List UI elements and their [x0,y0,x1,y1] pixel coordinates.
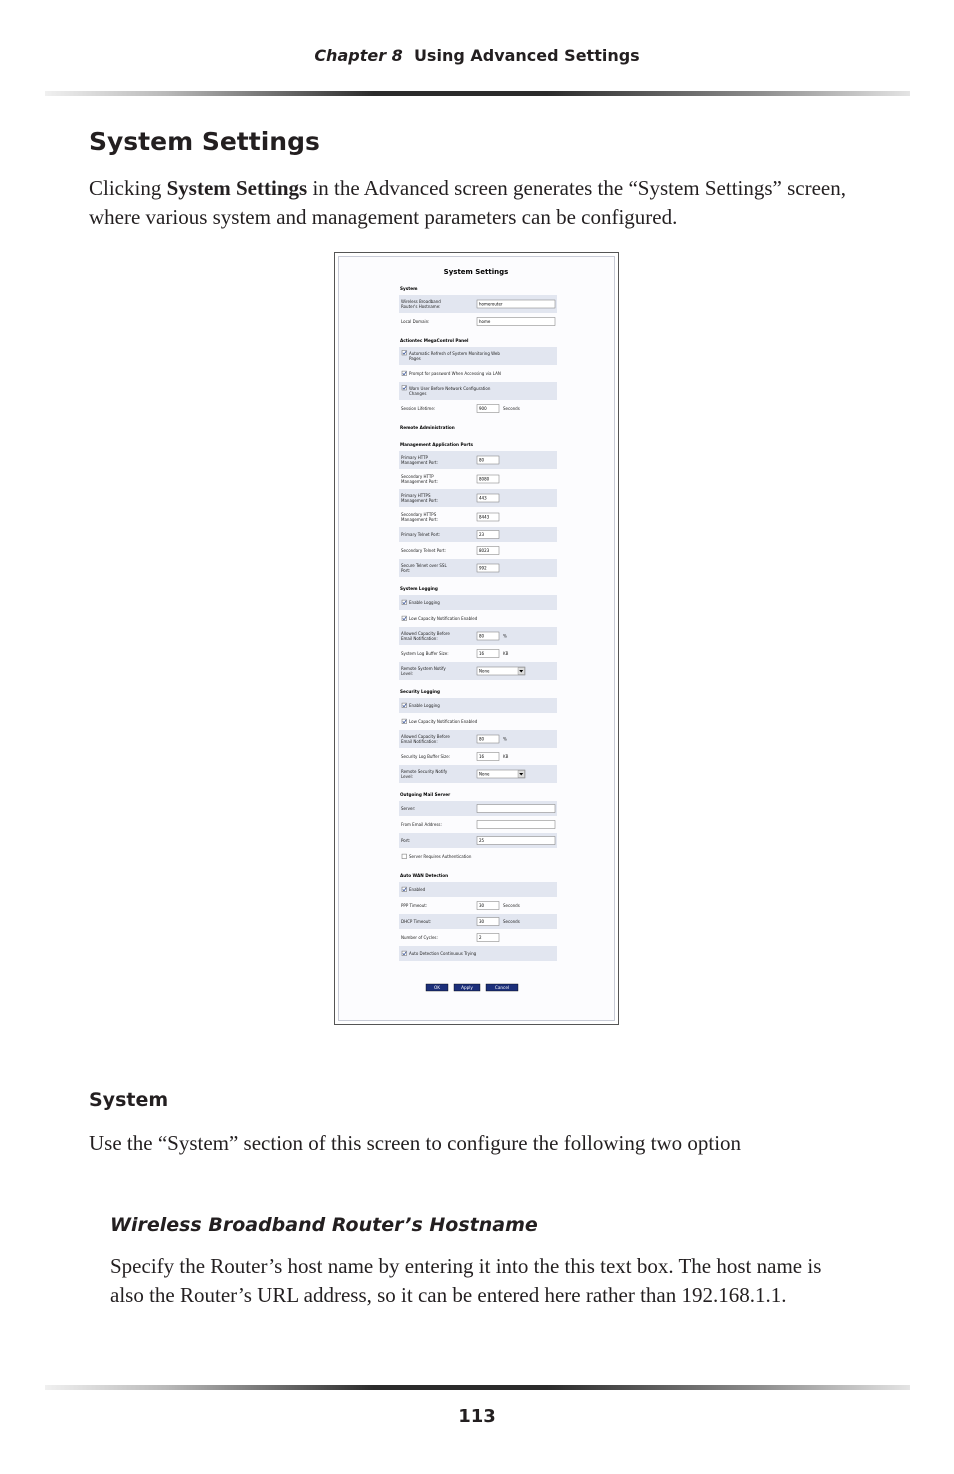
intro-paragraph [89,174,859,232]
screenshot-field-value: 23 [479,532,485,538]
screenshot-button-label: Cancel [494,985,510,991]
screenshot-field-label: Primary HTTP [401,455,428,460]
screenshot-field-label: Level: [401,671,413,676]
screenshot-field-label: Router's Hostname: [401,304,441,309]
screenshot-input [477,837,555,845]
chapter-title: Using Advanced Settings [413,46,640,65]
screenshot-field-label: Email Notification: [401,636,438,641]
intro-bold-term: System Settings [166,176,308,200]
system-settings-screenshot [334,252,619,1025]
screenshot-field-value: 30 [479,919,485,925]
screenshot-field-label: Security Log Buffer Size: [401,754,451,759]
screenshot-field-value: 443 [479,495,487,501]
screenshot-field-value: 30 [479,903,485,909]
screenshot-field-label: Server: [401,806,416,811]
screenshot-field-value: 8443 [479,514,490,520]
screenshot-section-heading: Outgoing Mail Server [400,792,451,797]
running-header [0,46,954,65]
screenshot-field-value: 25 [479,838,485,844]
screenshot-field-label: Local Domain: [401,319,430,324]
screenshot-field-label: Session Lifetime: [401,406,436,411]
screenshot-check-label: Low Capacity Notification Enabled [409,616,478,621]
screenshot-field-value: 8080 [479,476,490,482]
screenshot-field-value: homerouter [479,301,503,307]
screenshot-drawing [339,257,614,1020]
screenshot-title: System Settings [443,268,509,276]
screenshot-field-label: Allowed Capacity Before [401,631,450,636]
intro-text-start: Clicking [89,176,167,200]
hostname-text: Specify the Router’s host name by entering it into the this text box. The host name is also the Router’s URL address, so it can be entered here rather than 192.168.1.1. [110,1254,822,1307]
checkbox-icon [402,854,407,859]
screenshot-field-unit: % [503,736,507,742]
screenshot-check-label: Low Capacity Notification Enabled [409,719,478,724]
screenshot-section-heading: Actiontec MegaControl Panel [400,338,469,343]
screenshot-check-label: Enabled [409,887,426,892]
hostname-title: Wireless Broadband Router’s Hostname [110,1214,538,1236]
screenshot-field-label: Port: [401,568,411,573]
footer-rule [45,1385,910,1390]
screenshot-field-label: Secondary HTTP [401,474,434,479]
screenshot-field-value: 80 [479,736,485,742]
screenshot-field-unit: Seconds [503,406,520,412]
screenshot-field-label: Secondary HTTPS [401,512,437,517]
screenshot-field-label: System Log Buffer Size: [401,651,449,656]
screenshot-field-label: Secondary Telnet Port: [401,548,446,553]
screenshot-field-value: 80 [479,633,485,639]
screenshot-field-label: Management Port: [401,498,438,503]
screenshot-field-label: Management Port: [401,479,438,484]
screenshot-field-unit: Seconds [503,919,520,925]
screenshot-check-label: Pages [409,356,421,361]
screenshot-field-label: Number of Cycles: [401,935,438,940]
screenshot-section-heading: Remote Administration [400,425,455,430]
screenshot-field-label: PPP Timeout: [401,903,428,908]
screenshot-field-label: Primary HTTPS [401,493,431,498]
screenshot-check-label: Enable Logging [409,703,440,708]
screenshot-field-unit: KB [503,754,509,760]
screenshot-button-label: OK [433,985,441,991]
chapter-label: Chapter 8 [314,46,403,65]
screenshot-field-value: 992 [479,565,487,571]
screenshot-field-label: Remote Security Notify [401,769,448,774]
screenshot-row-bg [399,347,557,365]
screenshot-check-label: Prompt for password When Accessing via LAN [409,371,501,376]
screenshot-field-value: None [479,771,490,777]
screenshot-field-label: Allowed Capacity Before [401,734,450,739]
screenshot-check-label: Warn User Before Network Configuration [409,386,491,391]
screenshot-field-label: DHCP Timeout: [401,919,432,924]
screenshot-section-heading: Security Logging [400,689,440,694]
screenshot-section-heading: Auto WAN Detection [400,873,449,878]
screenshot-check-label: Automatic Refresh of System Monitoring Web [409,351,500,356]
header-rule [45,91,910,96]
screenshot-panel [338,256,615,1021]
screenshot-section-heading: Management Application Ports [400,442,473,447]
screenshot-field-label: From Email Address: [401,822,442,827]
screenshot-field-label: Email Notification: [401,739,438,744]
screenshot-field-label: Primary Telnet Port: [401,532,441,537]
screenshot-field-value: 2 [479,935,482,941]
screenshot-field-label: Management Port: [401,517,438,522]
screenshot-field-value: None [479,668,490,674]
subsection-title: System [89,1089,169,1111]
screenshot-field-label: Management Port: [401,460,438,465]
screenshot-field-unit: KB [503,651,509,657]
screenshot-field-unit: % [503,633,507,639]
section-title: System Settings [89,127,320,156]
screenshot-field-label: Remote System Notify [401,666,446,671]
screenshot-check-label: Auto Detection Continuous Trying [409,951,477,956]
screenshot-field-label: Wireless Broadband [401,299,441,304]
screenshot-check-label: Changes [409,391,427,396]
screenshot-button-label: Apply [461,985,473,991]
intro-text-end: in the Advanced screen generates the “System Settings” screen, where various system and management parameters can be configured. [89,176,846,229]
screenshot-field-value: 80 [479,457,485,463]
screenshot-field-value: 16 [479,651,485,657]
screenshot-field-label: Level: [401,774,413,779]
screenshot-field-value: 900 [479,406,487,412]
subsection-text: Use the “System” section of this screen to configure the following two option [89,1131,742,1155]
screenshot-section-heading: System Logging [400,586,438,591]
screenshot-field-value: home [479,319,491,325]
screenshot-field-label: Port: [401,838,411,843]
screenshot-check-label: Enable Logging [409,600,440,605]
screenshot-input [477,821,555,829]
screenshot-check-label: Server Requires Authentication [409,854,472,859]
screenshot-section-heading: System [400,286,418,291]
screenshot-field-value: 8023 [479,548,490,554]
screenshot-field-value: 16 [479,754,485,760]
page-number: 113 [458,1406,496,1427]
screenshot-field-label: Secure Telnet over SSL [401,563,447,568]
screenshot-input [477,805,555,813]
screenshot-field-unit: Seconds [503,903,520,909]
